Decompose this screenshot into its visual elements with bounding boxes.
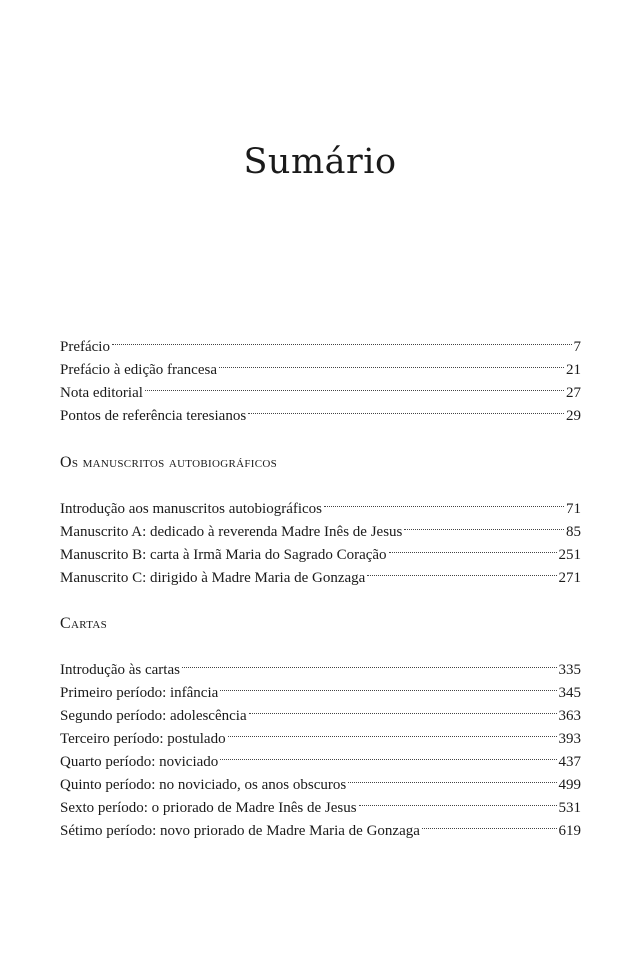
toc-entry-page: 345: [558, 685, 581, 701]
dot-leader: [249, 697, 557, 720]
toc-entry-title: Nota editorial: [60, 385, 143, 401]
toc-entry-title: Sétimo período: novo priorado de Madre Maria de Gonzaga: [60, 823, 420, 839]
toc-entry-page: 619: [558, 823, 581, 839]
toc-entry-page: 27: [566, 385, 581, 401]
dot-leader: [389, 536, 557, 559]
dot-leader: [367, 559, 556, 582]
toc-entry-page: 29: [566, 408, 581, 424]
toc-entry-title: Quarto período: noviciado: [60, 754, 219, 770]
dot-leader: [182, 651, 557, 674]
toc-section-cartas: [60, 651, 581, 839]
dot-leader: [324, 490, 564, 513]
toc-entry-title: Segundo período: adolescência: [60, 708, 247, 724]
dot-leader: [228, 720, 557, 743]
dot-leader: [248, 397, 564, 420]
dot-leader: [422, 812, 557, 835]
toc-section-manuscritos: [60, 490, 581, 586]
toc-entry-title: Quinto período: no noviciado, os anos obscuros: [60, 777, 347, 793]
toc-entry[interactable]: [60, 490, 581, 517]
dot-leader: [145, 374, 564, 397]
toc-entry-page: 363: [558, 708, 581, 724]
toc-entry-title: Primeiro período: infância: [60, 685, 219, 701]
dot-leader: [404, 513, 564, 536]
dot-leader: [112, 328, 572, 351]
toc-entry-page: 251: [558, 547, 581, 563]
toc-entry-page: 393: [558, 731, 581, 747]
toc-entry-page: 7: [573, 339, 581, 355]
toc-entry-title: Manuscrito C: dirigido à Madre Maria de Gonzaga: [60, 570, 366, 586]
toc-entry-title: Prefácio: [60, 339, 110, 355]
dot-leader: [219, 351, 564, 374]
dot-leader: [348, 766, 556, 789]
toc-entry-title: Terceiro período: postulado: [60, 731, 226, 747]
toc-entry-page: 21: [566, 362, 581, 378]
toc-entry-title: Pontos de referência teresianos: [60, 408, 247, 424]
toc-entry-title: Manuscrito A: dedicado à reverenda Madre Inês de Jesus: [60, 524, 403, 540]
toc-entry[interactable]: [60, 351, 581, 378]
toc-entry-title: Introdução aos manuscritos autobiográficos: [60, 501, 323, 517]
toc-front-matter: [60, 328, 581, 424]
toc-entry-title: Manuscrito B: carta à Irmã Maria do Sagrado Coração: [60, 547, 387, 563]
toc-entry-page: 531: [558, 800, 581, 816]
toc-entry-page: 71: [566, 501, 581, 517]
toc-entry[interactable]: [60, 651, 581, 678]
section-heading-manuscritos: Os manuscritos autobiográficos: [60, 454, 278, 471]
toc-entry[interactable]: [60, 328, 581, 355]
dot-leader: [220, 743, 556, 766]
toc-entry-title: Prefácio à edição francesa: [60, 362, 217, 378]
toc-entry-page: 499: [558, 777, 581, 793]
toc-entry-title: Introdução às cartas: [60, 662, 180, 678]
page-title: Sumário: [243, 142, 397, 182]
toc-entry-title: Sexto período: o priorado de Madre Inês de Jesus: [60, 800, 357, 816]
toc-entry-page: 85: [566, 524, 581, 540]
toc-entry-page: 335: [558, 662, 581, 678]
toc-entry-page: 271: [558, 570, 581, 586]
toc-entry-page: 437: [558, 754, 581, 770]
dot-leader: [220, 674, 556, 697]
dot-leader: [359, 789, 557, 812]
section-heading-cartas: Cartas: [60, 615, 107, 632]
